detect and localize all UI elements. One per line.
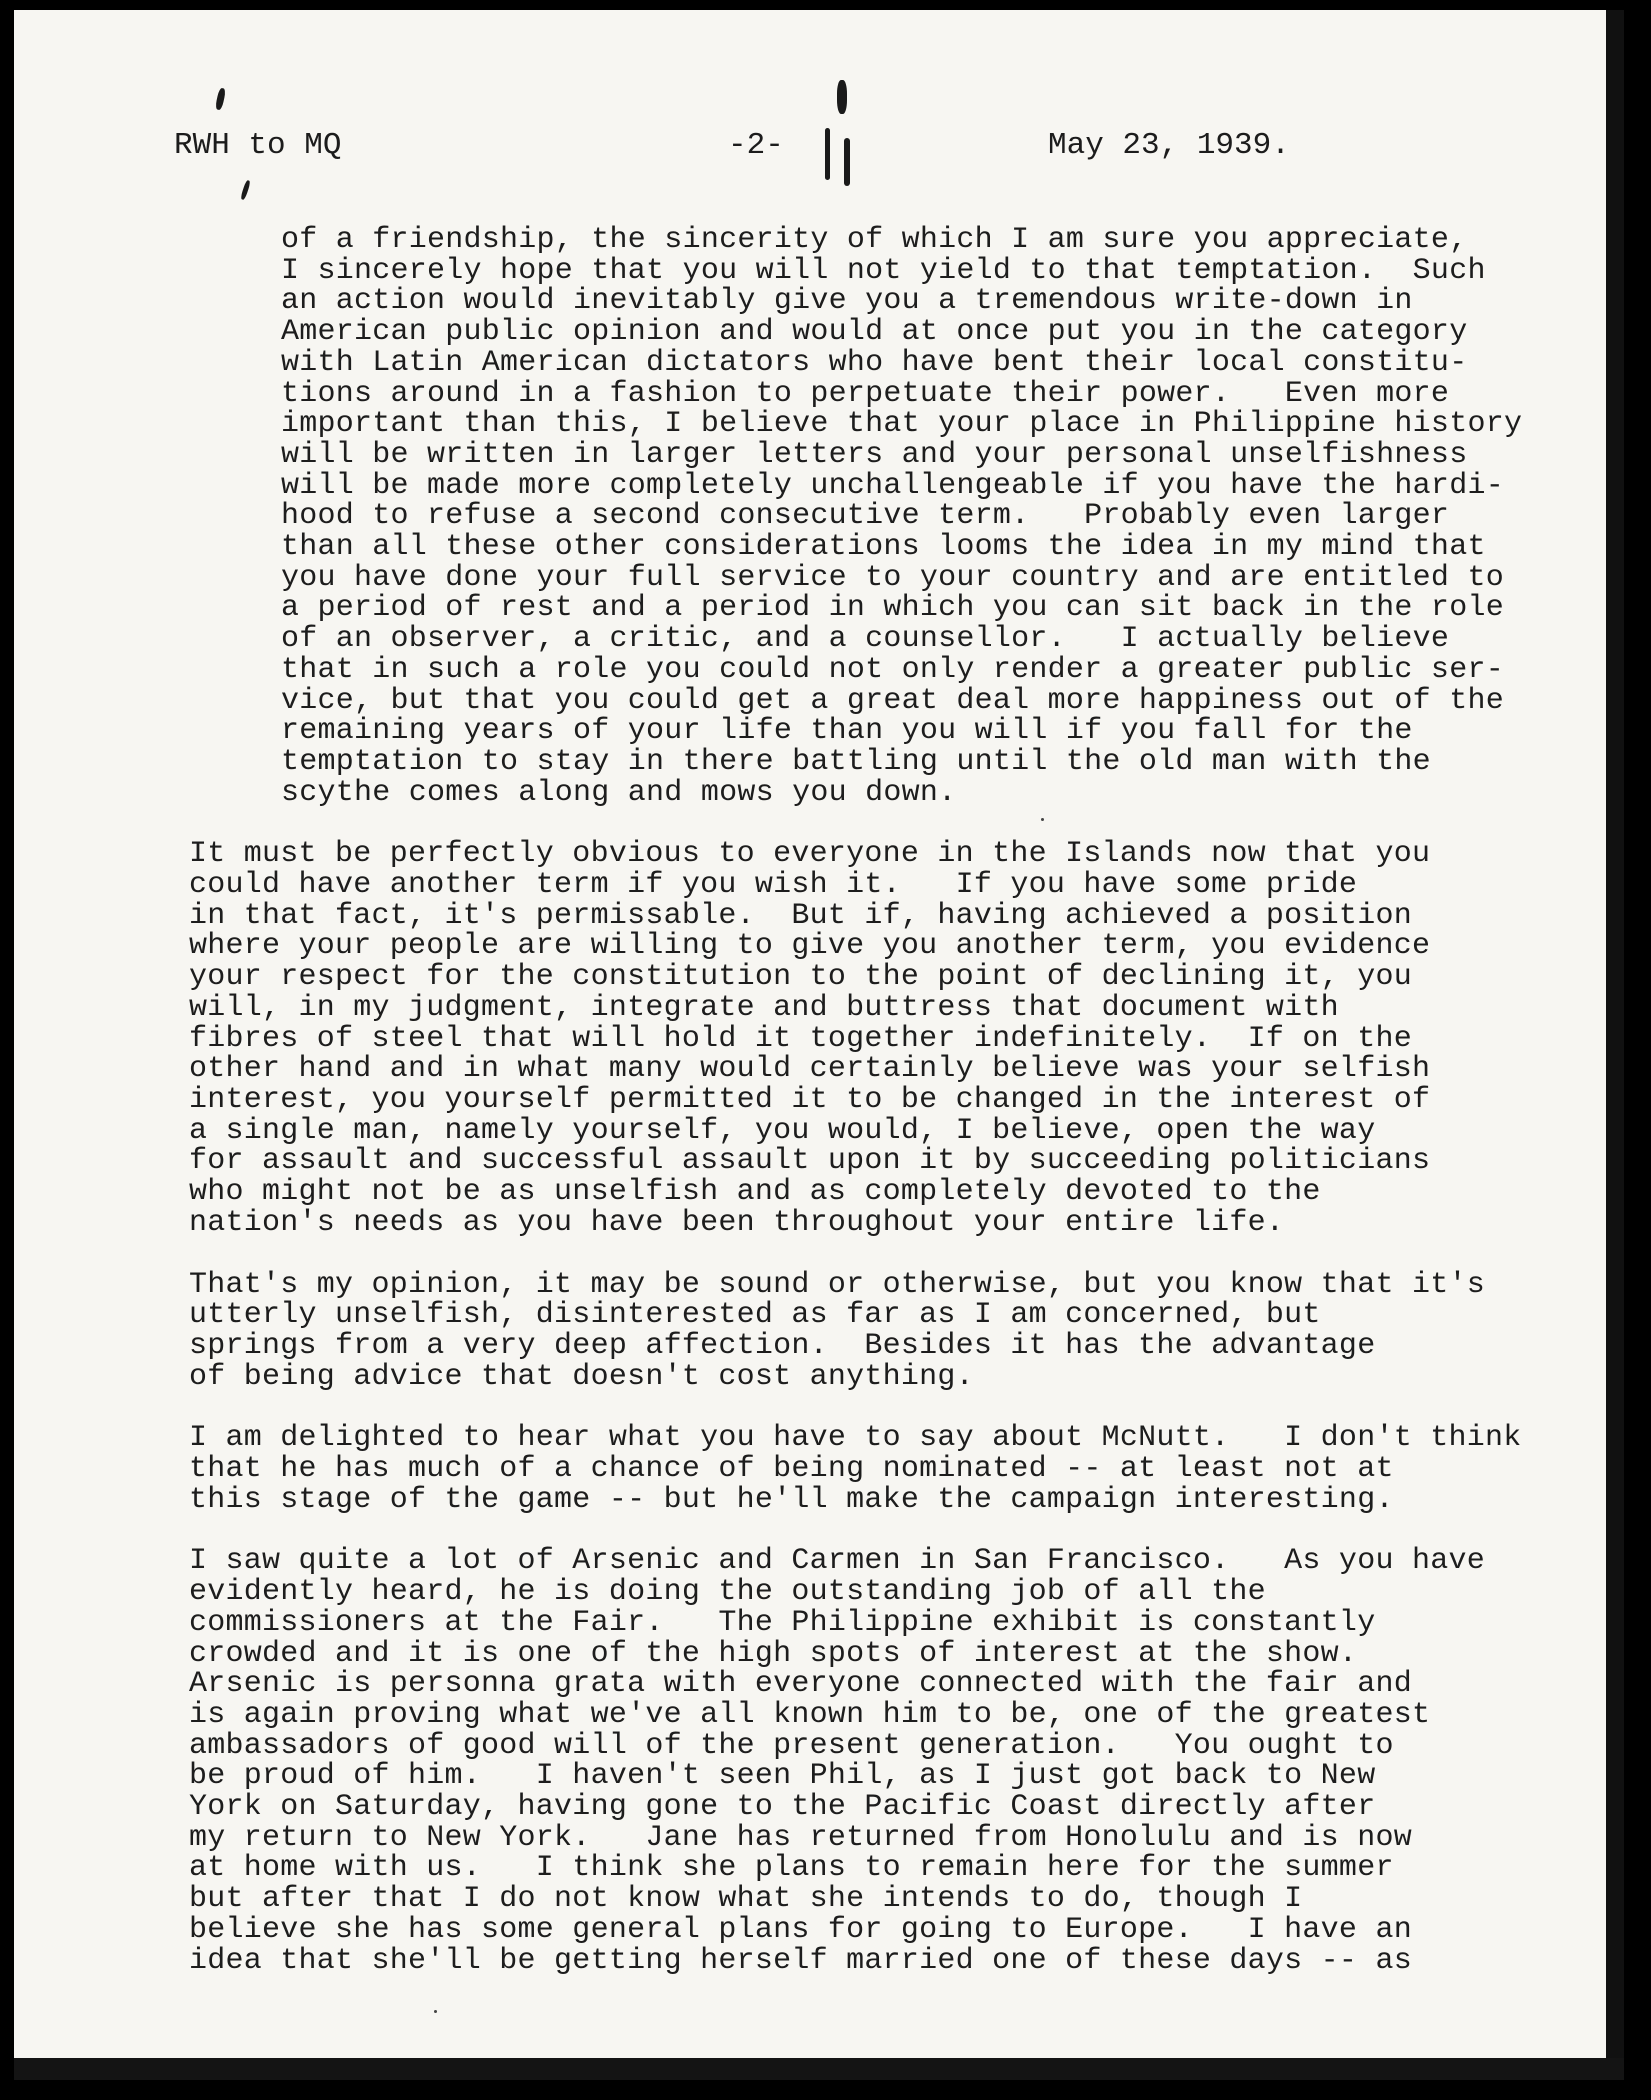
paragraph-constitution [189, 839, 1569, 1238]
text-line: of a friendship, the sincerity of which I am sure you appreciate, [281, 223, 1468, 257]
text-line: York on Saturday, having gone to the Pacific Coast directly after [189, 1790, 1376, 1825]
text-line: I am delighted to hear what you have to say about McNutt. I don't think [189, 1421, 1522, 1456]
scan-edge-right [1606, 10, 1624, 2080]
scan-speck [434, 2010, 437, 2013]
text-line: be proud of him. I haven't seen Phil, as I just got back to New [189, 1759, 1376, 1794]
paragraph-opinion [189, 1267, 1569, 1394]
text-line: at home with us. I think she plans to remain here for the summer [189, 1851, 1394, 1886]
text-line: temptation to stay in there battling until the old man with the [281, 744, 1431, 779]
text-line: for assault and successful assault upon it by succeeding politicians [189, 1144, 1431, 1179]
text-line: other hand and in what many would certainly believe was your selfish [189, 1052, 1431, 1087]
text-line: scythe comes along and mows you down. [281, 775, 957, 810]
text-line: commissioners at the Fair. The Philippine exhibit is constantly [189, 1605, 1376, 1640]
ink-mark [837, 80, 847, 114]
text-line: a period of rest and a period in which you can sit back in the role [281, 591, 1504, 626]
text-line: that in such a role you could not only render a greater public ser- [281, 652, 1504, 687]
paragraph-continuation [189, 225, 1569, 808]
text-line: but after that I do not know what she intends to do, though I [189, 1882, 1303, 1917]
text-line: Arsenic is personna grata with everyone connected with the fair and [189, 1667, 1412, 1702]
text-line: will, in my judgment, integrate and buttress that document with [189, 990, 1339, 1025]
letter-body [189, 225, 1569, 2007]
text-line: It must be perfectly obvious to everyone in the Islands now that you [189, 837, 1431, 872]
paragraph-san-francisco [189, 1546, 1569, 1976]
text-line: will be written in larger letters and your personal unselfishness [281, 437, 1468, 472]
text-line: a single man, namely yourself, you would, I believe, open the way [189, 1113, 1376, 1148]
ink-mark [240, 180, 251, 201]
text-line: evidently heard, he is doing the outstanding job of all the [189, 1575, 1266, 1610]
text-line: American public opinion and would at once put you in the category [281, 315, 1468, 350]
text-line: will be made more completely unchallengeable if you have the hardi- [281, 468, 1504, 503]
text-line: crowded and it is one of the high spots of interest at the show. [189, 1636, 1358, 1671]
text-line: important than this, I believe that your place in Philippine history [281, 407, 1523, 442]
letter-header [14, 122, 1624, 170]
text-line: who might not be as unselfish and as completely devoted to the [189, 1175, 1321, 1210]
ink-mark [215, 88, 226, 111]
typed-letter-page [14, 10, 1624, 2080]
text-line: remaining years of your life than you will if you fall for the [281, 714, 1413, 749]
scan-edge-bottom [14, 2058, 1624, 2080]
text-line: where your people are willing to give you another term, you evidence [189, 929, 1431, 964]
text-line: I saw quite a lot of Arsenic and Carmen in San Francisco. As you have [189, 1544, 1485, 1579]
text-line: in that fact, it's permissable. But if, having achieved a position [189, 898, 1412, 933]
text-line: than all these other considerations looms the idea in my mind that [281, 530, 1486, 565]
text-line: you have done your full service to your country and are entitled to [281, 560, 1504, 595]
text-line: of being advice that doesn't cost anything. [189, 1359, 974, 1394]
text-line: idea that she'll be getting herself married one of these days -- as [189, 1943, 1412, 1978]
text-line: my return to New York. Jane has returned from Honolulu and is now [189, 1820, 1412, 1855]
scan-speck [1041, 818, 1044, 821]
text-line: your respect for the constitution to the point of declining it, you [189, 960, 1412, 995]
text-line: utterly unselfish, disinterested as far as I am concerned, but [189, 1298, 1321, 1333]
text-line: vice, but that you could get a great deal more happiness out of the [281, 683, 1504, 718]
header-correspondents: RWH to MQ [174, 128, 342, 163]
text-line: an action would inevitably give you a tremendous write-down in [281, 284, 1413, 319]
text-line: fibres of steel that will hold it together indefinitely. If on the [189, 1021, 1412, 1056]
text-line: that he has much of a chance of being nominated -- at least not at [189, 1452, 1394, 1487]
text-line: ambassadors of good will of the present generation. You ought to [189, 1728, 1394, 1763]
text-line: tions around in a fashion to perpetuate their power. Even more [281, 376, 1450, 411]
text-line: this stage of the game -- but he'll make the campaign interesting. [189, 1482, 1394, 1517]
text-line: believe she has some general plans for going to Europe. I have an [189, 1912, 1412, 1947]
text-line: That's my opinion, it may be sound or otherwise, but you know that it's [189, 1267, 1485, 1302]
text-line: hood to refuse a second consecutive term. Probably even larger [281, 499, 1450, 534]
text-line: I sincerely hope that you will not yield to that temptation. Such [281, 253, 1486, 288]
text-line: springs from a very deep affection. Besides it has the advantage [189, 1328, 1376, 1363]
text-line: could have another term if you wish it. If you have some pride [189, 868, 1358, 903]
text-line: of an observer, a critic, and a counsellor. I actually believe [281, 622, 1450, 657]
page-number: -2- [728, 128, 784, 163]
text-line: with Latin American dictators who have bent their local constitu- [281, 345, 1468, 380]
text-line: nation's needs as you have been throughout your entire life. [189, 1205, 1285, 1240]
paragraph-mcnutt [189, 1423, 1569, 1515]
text-line: interest, you yourself permitted it to be changed in the interest of [189, 1082, 1431, 1117]
letter-date: May 23, 1939. [1048, 128, 1290, 163]
text-line: is again proving what we've all known him to be, one of the greatest [189, 1697, 1431, 1732]
